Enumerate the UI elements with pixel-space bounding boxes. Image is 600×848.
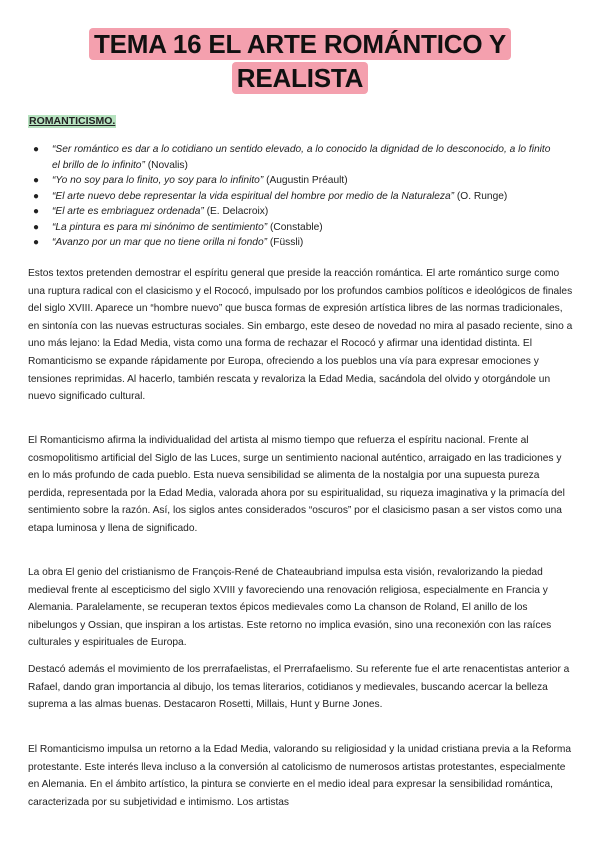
quote-item <box>33 220 553 236</box>
quote-item <box>33 235 553 251</box>
bullet-icon: ● <box>33 221 40 233</box>
quote-item <box>33 173 553 189</box>
bullet-icon: ● <box>33 175 40 186</box>
title-line-1: TEMA 16 EL ARTE ROMÁNTICO Y <box>89 28 511 60</box>
quote-item <box>33 204 553 220</box>
body-paragraph: El Romanticismo afirma la individualidad del artista al mismo tiempo que refuerza el espíritu nacional. Frente al cosmopolitismo artificial del Siglo de las Luces, surge un sentimiento nacional auténtico, arraigado en las tradiciones y en lo más profundo de cada pueblo. Esta nueva sensibilidad se alimenta de la nostalgia por una supuesta pureza perdida, representada por la Edad Media, valorada ahora por su espiritualidad, su riqueza imaginativa y la primacía del sentimiento sobre la razón. Así, los siglos antes considerados “oscuros” por el clasicismo pasan a ser vistos como una etapa luminosa y llena de significado. <box>28 435 565 534</box>
body-paragraph: La obra El genio del cristianismo de François-René de Chateaubriand impulsa esta visión, revalorizando la piedad medieval frente al escepticismo del siglo XVIII y favoreciendo una renovación religiosa, especialmente en Francia y Alemania. Paralelamente, se recuperan textos épicos medievales como La chanson de Roland, El anillo de los nibelungos y Ossian, que inspiran a los artistas. Este retorno no implica evasión, sino una reconexión con las raíces culturales y espirituales de Europa. <box>28 567 552 649</box>
quote-item <box>33 142 553 173</box>
bullet-icon: ● <box>33 206 40 217</box>
quote-text: “La pintura es para mi sinónimo de sentimiento” <box>52 221 268 233</box>
quote-text: “Ser romántico es dar a lo cotidiano un sentido elevado, a lo conocido la dignidad de lo desconocido, a lo finito el brillo de lo infinito” <box>52 144 551 171</box>
quote-text: “Avanzo por un mar que no tiene orilla ni fondo” <box>52 237 268 248</box>
title-line-2: REALISTA <box>232 62 368 94</box>
quote-author: (Constable) <box>267 221 323 233</box>
quote-text: “El arte nuevo debe representar la vida espiritual del hombre por medio de la Naturaleza” <box>52 190 455 202</box>
quote-author: (O. Runge) <box>454 190 508 202</box>
quote-author: (Novalis) <box>144 159 188 171</box>
quote-author: (Augustin Préault) <box>263 175 348 186</box>
section-heading: ROMANTICISMO. <box>29 115 116 127</box>
bullet-icon: ● <box>33 190 40 202</box>
body-paragraph: El Romanticismo impulsa un retorno a la Edad Media, valorando su religiosidad y la unidad cristiana previa a la Reforma protestante. Este interés lleva incluso a la conversión al catolicismo de numerosos artistas protestantes, especialmente en Alemania. En el ámbito artístico, la pintura se convierte en el medio ideal para expresar la sensibilidad romántica, caracterizada por su subjetividad e intimismo. Los artistas <box>28 744 572 808</box>
quote-list <box>33 142 553 251</box>
quote-text: “Yo no soy para lo finito, yo soy para lo infinito” <box>52 175 264 186</box>
bullet-icon: ● <box>33 237 40 248</box>
body-paragraph: Destacó además el movimiento de los prerrafaelistas, el Prerrafaelismo. Su referente fue el arte renacentistas anterior a Rafael, dando gran importancia al dibujo, los temas literarios, cotidianos y medievales, buscando acercar la belleza suprema a las almas buenas. Destacaron Rosetti, Millais, Hunt y Burne Jones. <box>28 664 570 711</box>
body-paragraph: Estos textos pretenden demostrar el espíritu general que preside la reacción romántica. El arte romántico surge como una ruptura radical con el clasicismo y el Rococó, impulsado por los profundos cambios políticos e ideológicos de finales del siglo XVIII. Aparece un “hombre nuevo” que busca formas de expresión artística libres de las normas tradicionales, en sintonía con las nuevas estructuras sociales. Sin embargo, este deseo de novedad no mira al pasado reciente, sino a uno más lejano: la Edad Media, vista como una forma de rechazar el Rococó y afirmar una identidad distinta. El Romanticismo se expande rápidamente por Europa, ofreciendo a los pueblos una vía para expresar emociones y tensiones reprimidas. Al hacerlo, también rescata y revaloriza la Edad Media, sacándola del olvido y otorgándole un nuevo significado cultural. <box>28 268 573 403</box>
page-title <box>0 28 600 94</box>
quote-item <box>33 189 553 205</box>
quote-author: (E. Delacroix) <box>203 206 269 217</box>
quote-author: (Füssli) <box>267 237 304 248</box>
bullet-icon: ● <box>33 144 40 155</box>
quote-text: “El arte es embriaguez ordenada” <box>52 206 204 217</box>
